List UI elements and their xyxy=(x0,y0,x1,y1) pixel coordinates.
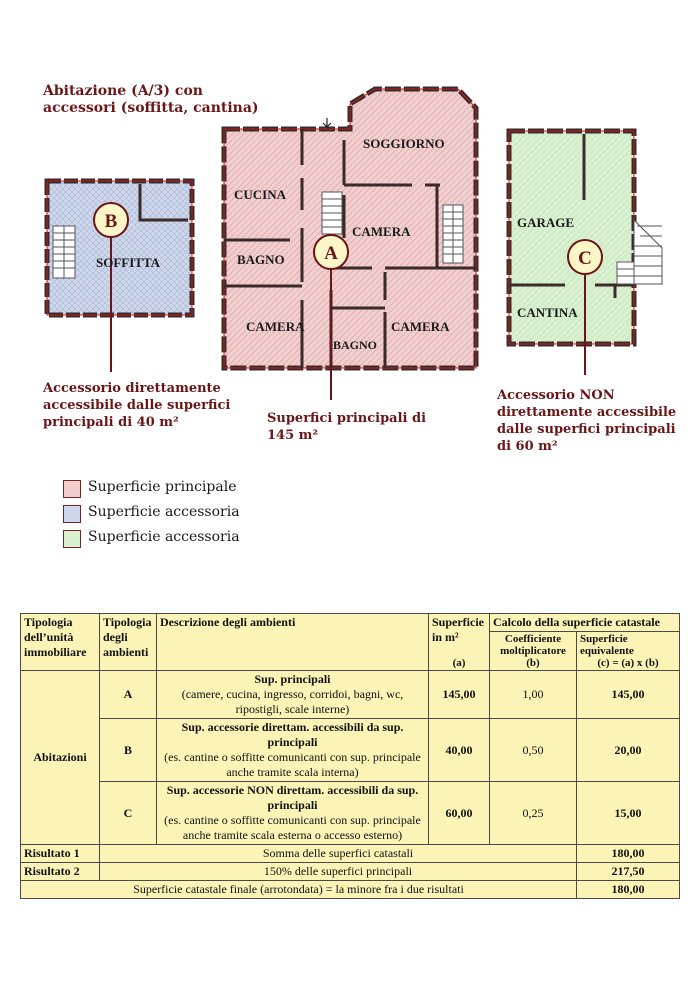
annotation-line: Accessorio NON xyxy=(497,388,615,403)
row-area: 60,00 xyxy=(429,782,490,845)
row-desc: (camere, cucina, ingresso, corridoi, bagni, wc, ripostigli, scale interne) xyxy=(181,687,404,716)
annotation-c xyxy=(497,387,676,455)
result-desc: 150% delle superfici principali xyxy=(100,863,577,881)
header-coeff-label: Coefficiente moltiplicatore xyxy=(500,633,566,657)
legend-swatch-accessoria-c xyxy=(63,530,81,548)
result-desc: Somma delle superfici catastali xyxy=(100,845,577,863)
legend-swatch-accessoria-b xyxy=(63,505,81,523)
result-row xyxy=(21,863,680,881)
result-value: 180,00 xyxy=(577,845,680,863)
header-equiv-sub: (c) = (a) x (b) xyxy=(597,657,659,669)
room-label-cantina: CANTINA xyxy=(517,305,578,320)
row-coeff: 0,50 xyxy=(490,719,577,782)
row-equiv: 20,00 xyxy=(577,719,680,782)
row-title: Sup. accessorie direttam. accessibili da sup. principali xyxy=(181,720,404,749)
annotation-line: accessibile dalle superfici xyxy=(43,398,231,413)
legend-label: Superficie accessoria xyxy=(88,504,240,520)
row-title: Sup. principali xyxy=(254,672,331,686)
row-desc: (es. cantine o soffitte comunicanti con sup. principale anche tramite scala interna) xyxy=(164,750,421,779)
room-label-camera: CAMERA xyxy=(391,319,450,334)
row-description xyxy=(157,782,429,845)
annotation-line: principali di 40 m² xyxy=(43,415,179,430)
header-superficie-label: Superficie in m² xyxy=(432,615,484,644)
annotation-line: dalle superfici principali xyxy=(497,422,676,437)
room-label-bagno: BAGNO xyxy=(237,252,285,267)
header-superficie xyxy=(429,614,490,671)
plan-heading-line: Abitazione (A/3) con xyxy=(43,83,203,99)
annotation-b xyxy=(43,380,230,431)
row-description xyxy=(157,671,429,719)
room-label-bagno: BAGNO xyxy=(333,338,378,352)
final-value: 180,00 xyxy=(577,881,680,899)
room-label-garage: GARAGE xyxy=(517,215,575,230)
header-coeff-sub: (b) xyxy=(526,657,540,669)
room-label-soffitta: SOFFITTA xyxy=(96,255,161,270)
header-calcolo: Calcolo della superficie catastale xyxy=(490,614,680,632)
result-value: 217,50 xyxy=(577,863,680,881)
row-equiv: 15,00 xyxy=(577,782,680,845)
final-desc: Superficie catastale finale (arrotondata) = la minore fra i due risultati xyxy=(21,881,577,899)
header-equiv-label: Superficie equivalente xyxy=(580,633,634,657)
room-label-soggiorno: SOGGIORNO xyxy=(363,136,445,151)
legend-swatch-principale xyxy=(63,480,81,498)
annotation-line: Accessorio direttamente xyxy=(43,381,221,396)
final-row xyxy=(21,881,680,899)
room-label-camera: CAMERA xyxy=(246,319,305,334)
header-coefficiente xyxy=(490,632,577,671)
marker-b-label: B xyxy=(104,211,118,232)
table-row xyxy=(21,782,680,845)
plan-heading-line: accessori (soffitta, cantina) xyxy=(43,100,259,116)
row-title: Sup. accessorie NON direttam. accessibili da sup. principali xyxy=(166,783,419,812)
marker-c-label: C xyxy=(578,248,592,269)
row-desc: (es. cantine o soffitte comunicanti con sup. principale anche tramite scala esterna o accesso esterno) xyxy=(164,813,421,842)
row-coeff: 1,00 xyxy=(490,671,577,719)
group-label: Abitazioni xyxy=(21,671,100,845)
table-row xyxy=(21,671,680,719)
legend-label: Superficie accessoria xyxy=(88,529,240,545)
annotation-line: 145 m² xyxy=(267,428,319,443)
annotation-line: direttamente accessibile xyxy=(497,405,677,420)
legend-label: Superficie principale xyxy=(88,479,237,495)
table-row xyxy=(21,719,680,782)
marker-a-label: A xyxy=(324,243,338,264)
row-type: A xyxy=(100,671,157,719)
result-label: Risultato 2 xyxy=(21,863,100,881)
annotation-line: di 60 m² xyxy=(497,439,558,454)
row-coeff: 0,25 xyxy=(490,782,577,845)
header-descrizione: Descrizione degli ambienti xyxy=(157,614,429,671)
row-description xyxy=(157,719,429,782)
row-type: B xyxy=(100,719,157,782)
row-area: 145,00 xyxy=(429,671,490,719)
plan-heading xyxy=(43,83,259,117)
row-equiv: 145,00 xyxy=(577,671,680,719)
calculation-table xyxy=(20,613,680,899)
header-superficie-sub: (a) xyxy=(452,657,466,669)
header-tipologia-unita: Tipologia dell’unità immobiliare xyxy=(21,614,100,671)
header-superficie-equivalente xyxy=(577,632,680,671)
plan-soffitta xyxy=(47,181,192,315)
annotation-line: Superfici principali di xyxy=(267,411,427,426)
row-area: 40,00 xyxy=(429,719,490,782)
annotation-a xyxy=(267,410,426,444)
header-tipologia-ambienti: Tipologia degli ambienti xyxy=(100,614,157,671)
result-label: Risultato 1 xyxy=(21,845,100,863)
result-row xyxy=(21,845,680,863)
marker-b xyxy=(94,203,128,237)
room-label-cucina: CUCINA xyxy=(234,187,286,202)
marker-a xyxy=(314,235,348,269)
marker-c xyxy=(568,240,602,274)
room-label-camera: CAMERA xyxy=(352,224,411,239)
row-type: C xyxy=(100,782,157,845)
